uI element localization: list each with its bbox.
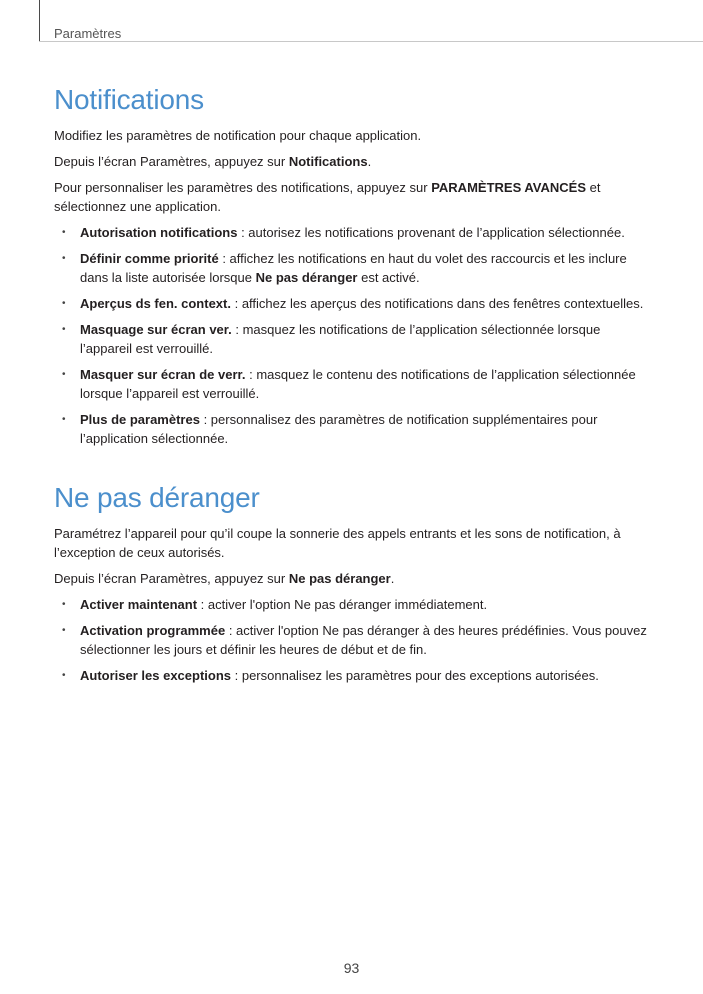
- list-item: • Autoriser les exceptions : personnalisez les paramètres pour des exceptions autorisées.: [54, 666, 654, 685]
- list-item: • Masquer sur écran de verr. : masquez le contenu des notifications de l’application sélectionnée lorsque l’appareil est verrouillé.: [54, 365, 654, 403]
- notifications-step-1: Depuis l’écran Paramètres, appuyez sur Notifications.: [54, 154, 372, 169]
- section-title-ne-pas-deranger: Ne pas déranger: [54, 482, 260, 513]
- section-title-notifications: Notifications: [54, 84, 204, 115]
- list-item: • Activation programmée : activer l'option Ne pas déranger à des heures prédéfinies. Vous pouvez sélectionner les jours et définir les heures de début et de fin.: [54, 621, 654, 659]
- header-rule-horizontal: [39, 41, 703, 42]
- dnd-step-1: Depuis l’écran Paramètres, appuyez sur Ne pas déranger.: [54, 571, 395, 586]
- notifications-options-list: [54, 223, 654, 448]
- list-item: • Définir comme priorité : affichez les notifications en haut du volet des raccourcis et les inclure dans la liste autorisée lorsque Ne pas déranger est activé.: [54, 249, 654, 287]
- dnd-intro: Paramétrez l’appareil pour qu’il coupe la sonnerie des appels entrants et les sons de notification, à l’exception de ceux autorisés.: [54, 526, 621, 560]
- list-item: • Aperçus ds fen. context. : affichez les aperçus des notifications dans des fenêtres contextuelles.: [54, 294, 654, 313]
- page-content: [54, 84, 654, 692]
- list-item: • Plus de paramètres : personnalisez des paramètres de notification supplémentaires pour l’application sélectionnée.: [54, 410, 654, 448]
- notifications-intro: Modifiez les paramètres de notification pour chaque application.: [54, 128, 422, 143]
- notifications-step-2: Pour personnaliser les paramètres des notifications, appuyez sur PARAMÈTRES AVANCÉS et sélectionnez une application.: [54, 180, 601, 214]
- dnd-options-list: [54, 595, 654, 685]
- list-item: • Masquage sur écran ver. : masquez les notifications de l’application sélectionnée lorsque l’appareil est verrouillé.: [54, 320, 654, 358]
- header-rule-vertical: [39, 0, 40, 42]
- running-header: Paramètres: [54, 26, 122, 41]
- list-item: • Activer maintenant : activer l'option Ne pas déranger immédiatement.: [54, 595, 654, 614]
- page-number: 93: [343, 960, 360, 976]
- list-item: • Autorisation notifications : autorisez les notifications provenant de l’application sélectionnée.: [54, 223, 654, 242]
